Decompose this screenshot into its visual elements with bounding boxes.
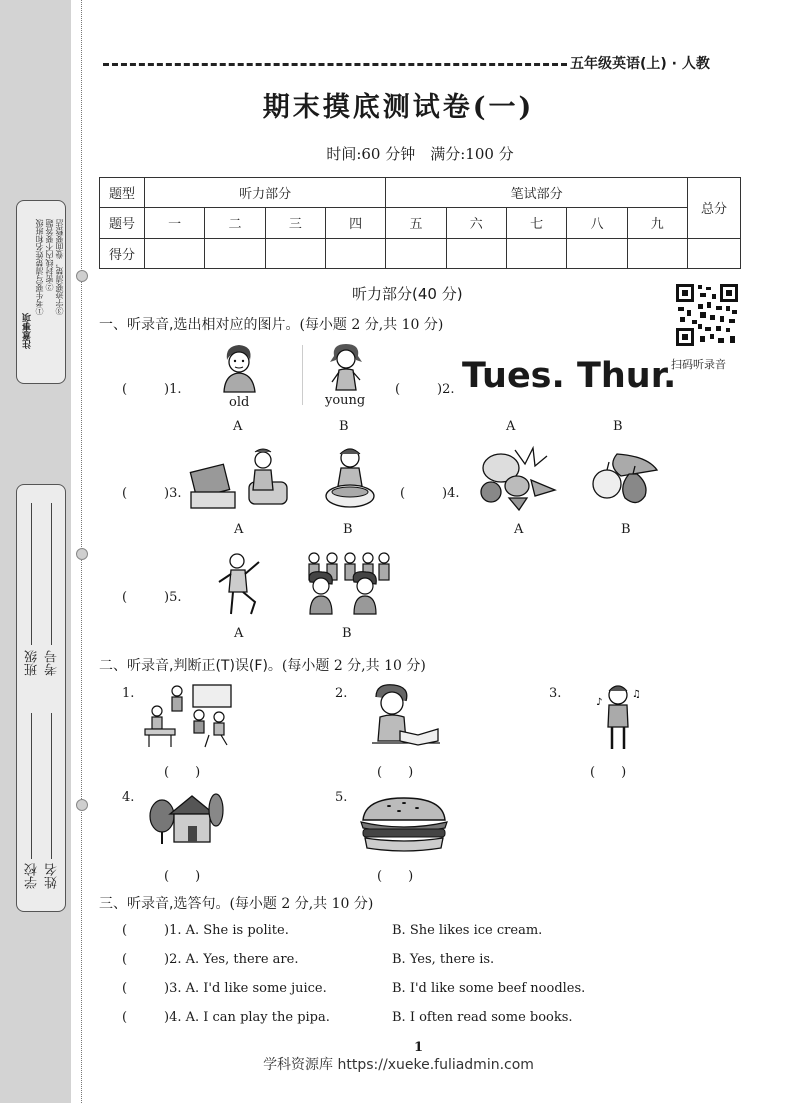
question-option-a: )1. A. She is polite. [164, 923, 289, 938]
question-option-a: )2. A. Yes, there are. [164, 952, 299, 967]
old-woman-icon [217, 342, 261, 394]
question-option-a: )4. A. I can play the pipa. [164, 1010, 330, 1025]
boy-reading-icon [366, 683, 442, 749]
picture-label-old: old [229, 395, 250, 410]
row-label-score: 得分 [100, 238, 145, 268]
question-number: 七 [506, 208, 566, 238]
score-cell[interactable] [205, 238, 265, 268]
kung-fu-icon [215, 552, 265, 618]
question-number: 三 [265, 208, 325, 238]
item-number: 2. [335, 686, 348, 701]
option-a-label: A [506, 419, 516, 434]
school-field-line[interactable] [31, 713, 32, 859]
svg-text:♪: ♪ [596, 697, 603, 708]
score-cell[interactable] [145, 238, 205, 268]
option-a-label: A [234, 626, 244, 641]
watching-tv-icon [189, 446, 291, 512]
judgement-blank[interactable]: ( ) [590, 765, 627, 780]
name-field-line[interactable] [51, 713, 52, 859]
page-title: 期末摸底测试卷(一) [262, 92, 535, 123]
answer-paren[interactable]: ( [122, 486, 128, 501]
option-a-label: A [234, 522, 244, 537]
answer-paren[interactable]: ( [122, 952, 128, 967]
option-b-label: B [339, 419, 349, 434]
part2-title-text: 二、听录音,判断正(T)误(F)。 [99, 658, 282, 674]
exam-no-field-line[interactable] [51, 503, 52, 645]
boy-singing-icon [594, 683, 644, 753]
score-cell[interactable] [386, 238, 446, 268]
header-dash-line [103, 63, 567, 66]
notice-title: 注意事项 [23, 313, 33, 349]
washing-clothes-icon [323, 446, 377, 512]
judgement-blank[interactable]: ( ) [164, 869, 201, 884]
option-b-label: B [343, 522, 353, 537]
item-number: 1. [122, 686, 135, 701]
classroom-scene-icon [143, 683, 235, 749]
judgement-blank[interactable]: ( ) [164, 765, 201, 780]
answer-paren[interactable]: ( [122, 981, 128, 996]
judgement-blank[interactable]: ( ) [377, 765, 414, 780]
binding-hole [76, 270, 88, 282]
question-option-b: B. Yes, there is. [392, 952, 495, 967]
class-field-line[interactable] [31, 503, 32, 645]
score-cell[interactable] [446, 238, 506, 268]
answer-paren[interactable]: ( [122, 1010, 128, 1025]
part2-title [99, 655, 426, 675]
question-number: )3. [164, 486, 182, 501]
score-cell[interactable] [325, 238, 385, 268]
binding-hole [76, 548, 88, 560]
notice-item-2: ②密封线内不要答题 [45, 219, 54, 291]
row-label-number: 题号 [100, 208, 145, 238]
row-label-type: 题型 [100, 178, 145, 208]
part2-score-note: (每小题 2 分,共 10 分) [281, 658, 426, 674]
question-option-a: )3. A. I'd like some juice. [164, 981, 327, 996]
answer-paren[interactable]: ( [400, 486, 406, 501]
question-number: )2. [437, 382, 455, 397]
question-number: 九 [627, 208, 687, 238]
notice-box [16, 200, 66, 384]
vegetables-icon [475, 444, 561, 514]
svg-text:♫: ♫ [632, 689, 641, 700]
score-cell[interactable] [567, 238, 627, 268]
notice-item-1: ①考生要写清楚姓名和班级 [35, 219, 44, 315]
question-number: 六 [446, 208, 506, 238]
student-info-box [16, 484, 66, 912]
question-option-b: B. I'd like some beef noodles. [392, 981, 586, 996]
notice-item-3: ③字迹要清楚，卷面要整洁 [55, 219, 64, 315]
item-number: 5. [335, 790, 348, 805]
written-section-cell: 笔试部分 [386, 178, 688, 208]
part3-score-note: (每小题 2 分,共 10 分) [229, 896, 374, 912]
name-field-label: 姓名 [45, 863, 60, 889]
question-number: 四 [325, 208, 385, 238]
option-a-label: A [514, 522, 524, 537]
option-b-label: B [342, 626, 352, 641]
question-option-b: B. She likes ice cream. [392, 923, 543, 938]
part3-title [99, 893, 373, 913]
grade-label: 五年级英语(上) · 人教 [570, 56, 710, 72]
score-cell[interactable] [506, 238, 566, 268]
listening-section-cell: 听力部分 [145, 178, 386, 208]
question-number: )4. [442, 486, 460, 501]
picture-label-young: young [325, 393, 366, 408]
binding-hole [76, 799, 88, 811]
part1-title-text: 一、听录音,选出相对应的图片。 [99, 317, 300, 333]
answer-paren[interactable]: ( [122, 590, 128, 605]
answer-paren[interactable]: ( [122, 382, 128, 397]
hamburger-icon [359, 796, 449, 852]
option-a-label: A [233, 419, 243, 434]
score-cell[interactable] [265, 238, 325, 268]
question-number: 一 [145, 208, 205, 238]
score-table [99, 177, 741, 269]
weekday-abbrev-text: Tues. Thur. [462, 356, 677, 396]
answer-paren[interactable]: ( [122, 923, 128, 938]
exam-subtitle: 时间:60 分钟 满分:100 分 [326, 145, 514, 163]
score-cell[interactable] [627, 238, 687, 268]
item-number: 3. [549, 686, 562, 701]
question-number: 二 [205, 208, 265, 238]
answer-paren[interactable]: ( [395, 382, 401, 397]
question-option-b: B. I often read some books. [392, 1010, 573, 1025]
total-score-cell[interactable] [688, 238, 741, 268]
fruits-icon [587, 446, 663, 508]
house-with-trees-icon [148, 788, 224, 850]
page-number: 1 [414, 1040, 424, 1055]
group-of-students-icon [304, 550, 390, 616]
total-cell: 总分 [688, 178, 741, 239]
exam-no-field-label: 考号 [45, 650, 60, 676]
school-field-label: 学校 [25, 863, 40, 889]
question-number: 八 [567, 208, 627, 238]
qr-label: 扫码听录音 [671, 358, 726, 371]
part3-title-text: 三、听录音,选答句。 [99, 896, 230, 912]
question-number: )5. [164, 590, 182, 605]
question-number: 五 [386, 208, 446, 238]
option-b-label: B [613, 419, 623, 434]
question-number: )1. [164, 382, 182, 397]
part1-score-note: (每小题 2 分,共 10 分) [299, 317, 444, 333]
divider [302, 345, 303, 405]
judgement-blank[interactable]: ( ) [377, 869, 414, 884]
watermark: 学科资源库 https://xueke.fuliadmin.com [263, 1057, 534, 1073]
item-number: 4. [122, 790, 135, 805]
part1-title [99, 314, 443, 334]
qr-code-icon[interactable] [674, 282, 740, 348]
class-field-label: 班级 [25, 650, 40, 676]
listening-heading: 听力部分(40 分) [352, 285, 463, 303]
option-b-label: B [621, 522, 631, 537]
young-girl-icon [326, 342, 366, 394]
